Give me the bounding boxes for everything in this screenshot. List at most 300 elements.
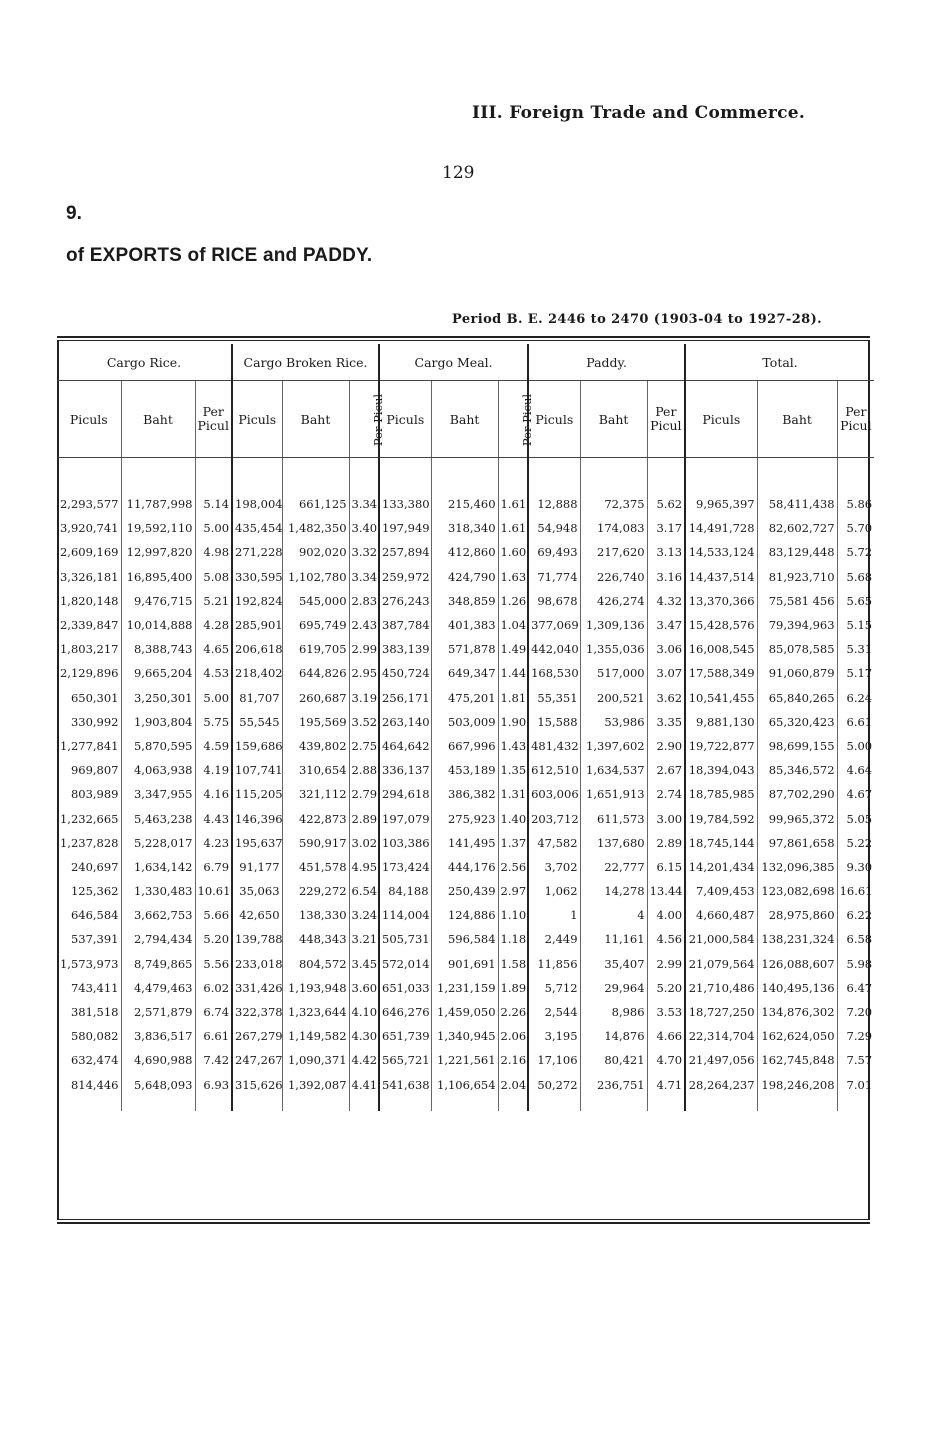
table-row bbox=[57, 1024, 874, 1048]
cell-piculs: 125,362 bbox=[57, 879, 121, 903]
cell-per-picul: 2.56 bbox=[498, 855, 528, 879]
cell-per-picul: 5.21 bbox=[195, 589, 232, 613]
cell-piculs: 168,530 bbox=[528, 661, 580, 685]
cell-per-picul: 6.93 bbox=[195, 1073, 232, 1097]
col-per-picul: Per Picul bbox=[647, 381, 685, 458]
cell-baht: 503,009 bbox=[431, 710, 498, 734]
cell-per-picul: 4.16 bbox=[195, 782, 232, 806]
cell-piculs: 285,901 bbox=[232, 613, 282, 637]
cell-piculs: 331,426 bbox=[232, 976, 282, 1000]
cell-per-picul: 3.62 bbox=[647, 686, 685, 710]
cell-baht: 97,861,658 bbox=[757, 831, 837, 855]
cell-piculs: 22,314,704 bbox=[685, 1024, 757, 1048]
cell-piculs: 1,062 bbox=[528, 879, 580, 903]
group-header-row bbox=[57, 344, 874, 381]
bottom-rule bbox=[57, 1219, 870, 1220]
cell-baht: 85,078,585 bbox=[757, 637, 837, 661]
cell-per-picul: 1.31 bbox=[498, 782, 528, 806]
cell-baht: 124,886 bbox=[431, 903, 498, 927]
end-spacer-row bbox=[57, 1097, 874, 1111]
cell-piculs: 21,497,056 bbox=[685, 1048, 757, 1072]
cell-piculs: 21,000,584 bbox=[685, 927, 757, 951]
cell-baht: 5,228,017 bbox=[121, 831, 195, 855]
cell-baht: 81,923,710 bbox=[757, 565, 837, 589]
cell-per-picul: 9.30 bbox=[846, 859, 873, 874]
cell-baht: 348,859 bbox=[431, 589, 498, 613]
cell-piculs: 276,243 bbox=[379, 589, 431, 613]
cell-piculs: 2,129,896 bbox=[57, 661, 121, 685]
cell-piculs: 1,237,828 bbox=[57, 831, 121, 855]
cell-piculs: 13,370,366 bbox=[685, 589, 757, 613]
cell-baht: 5,870,595 bbox=[121, 734, 195, 758]
cell-piculs: 218,402 bbox=[232, 661, 282, 685]
cell-piculs: 450,724 bbox=[379, 661, 431, 685]
cell-piculs: 383,139 bbox=[379, 637, 431, 661]
cell-piculs: 14,201,434 bbox=[685, 855, 757, 879]
cell-per-picul: 7.42 bbox=[195, 1048, 232, 1072]
cell-baht: 200,521 bbox=[580, 686, 647, 710]
cell-baht: 2,571,879 bbox=[121, 1000, 195, 1024]
cell-piculs: 133,380 bbox=[379, 492, 431, 516]
cell-piculs: 3,195 bbox=[528, 1024, 580, 1048]
cell-baht: 65,840,265 bbox=[757, 686, 837, 710]
cell-baht: 1,323,644 bbox=[282, 1000, 349, 1024]
cell-piculs: 259,972 bbox=[379, 565, 431, 589]
page-number: 129 bbox=[442, 163, 475, 183]
cell-piculs: 3,702 bbox=[528, 855, 580, 879]
cell-per-picul: 2.67 bbox=[647, 758, 685, 782]
cell-piculs: 1,820,148 bbox=[57, 589, 121, 613]
cell-baht: 1,634,537 bbox=[580, 758, 647, 782]
table-row bbox=[57, 758, 874, 782]
col-baht: Baht bbox=[580, 381, 647, 458]
cell-baht: 275,923 bbox=[431, 806, 498, 830]
cell-baht: 4,479,463 bbox=[121, 976, 195, 1000]
cell-per-picul: 4.30 bbox=[349, 1024, 379, 1048]
col-per-picul-vertical: Per Picul bbox=[498, 381, 528, 458]
spacer-row bbox=[57, 458, 874, 493]
cell-piculs: 381,518 bbox=[57, 1000, 121, 1024]
cell-piculs: 646,584 bbox=[57, 903, 121, 927]
cell-per-picul: 5.72 bbox=[846, 545, 873, 560]
cell-piculs: 651,033 bbox=[379, 976, 431, 1000]
cell-per-picul: 5.75 bbox=[195, 710, 232, 734]
cell-piculs: 18,785,985 bbox=[685, 782, 757, 806]
cell-per-picul: 5.00 bbox=[195, 686, 232, 710]
cell-piculs: 17,106 bbox=[528, 1048, 580, 1072]
cell-per-picul: 4.42 bbox=[349, 1048, 379, 1072]
cell-baht: 75,581 456 bbox=[757, 589, 837, 613]
cell-baht: 1,231,159 bbox=[431, 976, 498, 1000]
cell-per-picul: 1.26 bbox=[498, 589, 528, 613]
cell-per-picul: 5.31 bbox=[846, 642, 873, 657]
cell-per-picul: 7.29 bbox=[846, 1029, 873, 1044]
cell-per-picul: 5.86 bbox=[846, 497, 873, 512]
col-per-picul: Per Picul bbox=[195, 381, 232, 458]
table-row bbox=[57, 1048, 874, 1072]
col-baht: Baht bbox=[757, 381, 837, 458]
cell-baht: 545,000 bbox=[282, 589, 349, 613]
cell-baht: 451,578 bbox=[282, 855, 349, 879]
cell-per-picul: 3.00 bbox=[647, 806, 685, 830]
cell-per-picul: 6.61 bbox=[195, 1024, 232, 1048]
cell-baht: 12,997,820 bbox=[121, 540, 195, 564]
bottom-rule-outer bbox=[57, 1222, 870, 1224]
cell-piculs: 9,965,397 bbox=[685, 492, 757, 516]
cell-baht: 444,176 bbox=[431, 855, 498, 879]
cell-per-picul: 7.20 bbox=[846, 1005, 873, 1020]
cell-piculs: 50,272 bbox=[528, 1073, 580, 1097]
cell-per-picul: 6.47 bbox=[846, 980, 873, 995]
cell-per-picul: 6.74 bbox=[195, 1000, 232, 1024]
cell-baht: 1,392,087 bbox=[282, 1073, 349, 1097]
cell-piculs: 2,339,847 bbox=[57, 613, 121, 637]
cell-baht: 4 bbox=[580, 903, 647, 927]
cell-baht: 1,330,483 bbox=[121, 879, 195, 903]
cell-piculs: 4,660,487 bbox=[685, 903, 757, 927]
cell-per-picul: 6.22 bbox=[846, 908, 873, 923]
cell-per-picul: 5.65 bbox=[846, 593, 873, 608]
cell-piculs: 12,888 bbox=[528, 492, 580, 516]
cell-baht: 1,459,050 bbox=[431, 1000, 498, 1024]
cell-per-picul: 4.98 bbox=[195, 540, 232, 564]
cell-piculs: 233,018 bbox=[232, 952, 282, 976]
cell-per-picul: 6.02 bbox=[195, 976, 232, 1000]
cell-per-picul: 4.41 bbox=[349, 1073, 379, 1097]
cell-baht: 138,231,324 bbox=[757, 927, 837, 951]
cell-piculs: 247,267 bbox=[232, 1048, 282, 1072]
cell-per-picul: 6.15 bbox=[647, 855, 685, 879]
cell-baht: 229,272 bbox=[282, 879, 349, 903]
cell-per-picul: 5.17 bbox=[846, 666, 873, 681]
table-row bbox=[57, 734, 874, 758]
table-row bbox=[57, 927, 874, 951]
cell-per-picul: 1.35 bbox=[498, 758, 528, 782]
cell-baht: 2,794,434 bbox=[121, 927, 195, 951]
cell-baht: 804,572 bbox=[282, 952, 349, 976]
cell-piculs: 442,040 bbox=[528, 637, 580, 661]
col-piculs: Piculs bbox=[685, 381, 757, 458]
cell-per-picul: 4.28 bbox=[195, 613, 232, 637]
table-row bbox=[57, 879, 874, 903]
cell-piculs: 103,386 bbox=[379, 831, 431, 855]
cell-baht: 14,876 bbox=[580, 1024, 647, 1048]
cell-per-picul: 2.88 bbox=[349, 758, 379, 782]
cell-per-picul: 1.04 bbox=[498, 613, 528, 637]
cell-baht: 8,388,743 bbox=[121, 637, 195, 661]
cell-piculs: 267,279 bbox=[232, 1024, 282, 1048]
cell-per-picul: 1.90 bbox=[498, 710, 528, 734]
cell-per-picul: 3.40 bbox=[349, 516, 379, 540]
cell-piculs: 2,609,169 bbox=[57, 540, 121, 564]
cell-per-picul: 4.32 bbox=[647, 589, 685, 613]
cell-baht: 453,189 bbox=[431, 758, 498, 782]
cell-per-picul: 5.00 bbox=[846, 738, 873, 753]
cell-baht: 619,705 bbox=[282, 637, 349, 661]
group-cargo-meal: Cargo Meal. bbox=[379, 344, 528, 381]
cell-baht: 22,777 bbox=[580, 855, 647, 879]
cell-baht: 5,648,093 bbox=[121, 1073, 195, 1097]
cell-piculs: 15,428,576 bbox=[685, 613, 757, 637]
cell-baht: 611,573 bbox=[580, 806, 647, 830]
cell-baht: 162,745,848 bbox=[757, 1048, 837, 1072]
cell-piculs: 505,731 bbox=[379, 927, 431, 951]
cell-piculs: 481,432 bbox=[528, 734, 580, 758]
cell-per-picul: 5.66 bbox=[195, 903, 232, 927]
cell-piculs: 2,449 bbox=[528, 927, 580, 951]
cell-piculs: 814,446 bbox=[57, 1073, 121, 1097]
cell-piculs: 537,391 bbox=[57, 927, 121, 951]
sub-header-row bbox=[57, 381, 874, 458]
cell-per-picul: 2.89 bbox=[647, 831, 685, 855]
cell-baht: 28,975,860 bbox=[757, 903, 837, 927]
cell-per-picul: 16.61 bbox=[839, 884, 873, 899]
group-total: Total. bbox=[685, 344, 874, 381]
cell-baht: 571,878 bbox=[431, 637, 498, 661]
cell-baht: 11,161 bbox=[580, 927, 647, 951]
cell-piculs: 1,232,665 bbox=[57, 806, 121, 830]
cell-baht: 1,651,913 bbox=[580, 782, 647, 806]
table-row bbox=[57, 952, 874, 976]
cell-baht: 215,460 bbox=[431, 492, 498, 516]
col-baht: Baht bbox=[121, 381, 195, 458]
cell-per-picul: 5.08 bbox=[195, 565, 232, 589]
cell-per-picul: 5.70 bbox=[846, 521, 873, 536]
cell-per-picul: 3.13 bbox=[647, 540, 685, 564]
cell-piculs: 192,824 bbox=[232, 589, 282, 613]
cell-piculs: 632,474 bbox=[57, 1048, 121, 1072]
cell-per-picul: 4.65 bbox=[195, 637, 232, 661]
cell-piculs: 197,949 bbox=[379, 516, 431, 540]
cell-per-picul: 4.10 bbox=[349, 1000, 379, 1024]
cell-piculs: 1,573,973 bbox=[57, 952, 121, 976]
table-row bbox=[57, 903, 874, 927]
cell-baht: 79,394,963 bbox=[757, 613, 837, 637]
cell-per-picul: 1.58 bbox=[498, 952, 528, 976]
cell-per-picul: 4.59 bbox=[195, 734, 232, 758]
cell-piculs: 1,277,841 bbox=[57, 734, 121, 758]
cell-piculs: 9,881,130 bbox=[685, 710, 757, 734]
cell-per-picul: 1.40 bbox=[498, 806, 528, 830]
cell-baht: 8,986 bbox=[580, 1000, 647, 1024]
cell-baht: 83,129,448 bbox=[757, 540, 837, 564]
table-row bbox=[57, 710, 874, 734]
cell-piculs: 18,745,144 bbox=[685, 831, 757, 855]
cell-per-picul: 5.22 bbox=[846, 835, 873, 850]
cell-baht: 1,903,804 bbox=[121, 710, 195, 734]
cell-per-picul: 4.23 bbox=[195, 831, 232, 855]
cell-piculs: 7,409,453 bbox=[685, 879, 757, 903]
cell-baht: 1,355,036 bbox=[580, 637, 647, 661]
cell-per-picul: 3.17 bbox=[647, 516, 685, 540]
cell-piculs: 146,396 bbox=[232, 806, 282, 830]
cell-baht: 1,102,780 bbox=[282, 565, 349, 589]
cell-per-picul: 1.81 bbox=[498, 686, 528, 710]
cell-piculs: 19,784,592 bbox=[685, 806, 757, 830]
table-row bbox=[57, 976, 874, 1000]
cell-per-picul: 3.60 bbox=[349, 976, 379, 1000]
cell-per-picul: 3.35 bbox=[647, 710, 685, 734]
cell-baht: 141,495 bbox=[431, 831, 498, 855]
col-baht: Baht bbox=[282, 381, 349, 458]
cell-baht: 9,665,204 bbox=[121, 661, 195, 685]
cell-per-picul: 3.16 bbox=[647, 565, 685, 589]
cell-baht: 3,347,955 bbox=[121, 782, 195, 806]
cell-baht: 1,221,561 bbox=[431, 1048, 498, 1072]
cell-piculs: 651,739 bbox=[379, 1024, 431, 1048]
table-row bbox=[57, 1073, 874, 1097]
cell-per-picul: 2.89 bbox=[349, 806, 379, 830]
table-row bbox=[57, 782, 874, 806]
cell-piculs: 1 bbox=[528, 903, 580, 927]
cell-piculs: 322,378 bbox=[232, 1000, 282, 1024]
cell-piculs: 69,493 bbox=[528, 540, 580, 564]
cell-baht: 1,340,945 bbox=[431, 1024, 498, 1048]
cell-baht: 137,680 bbox=[580, 831, 647, 855]
cell-piculs: 256,171 bbox=[379, 686, 431, 710]
cell-baht: 91,060,879 bbox=[757, 661, 837, 685]
cell-per-picul: 4.66 bbox=[647, 1024, 685, 1048]
cell-baht: 132,096,385 bbox=[757, 855, 837, 879]
cell-piculs: 84,188 bbox=[379, 879, 431, 903]
cell-baht: 72,375 bbox=[580, 492, 647, 516]
cell-baht: 1,309,136 bbox=[580, 613, 647, 637]
cell-per-picul: 1.89 bbox=[498, 976, 528, 1000]
cell-per-picul: 4.67 bbox=[846, 787, 873, 802]
cell-piculs: 377,069 bbox=[528, 613, 580, 637]
cell-piculs: 159,686 bbox=[232, 734, 282, 758]
cell-per-picul: 4.00 bbox=[647, 903, 685, 927]
cell-per-picul: 6.79 bbox=[195, 855, 232, 879]
cell-per-picul: 5.56 bbox=[195, 952, 232, 976]
cell-baht: 99,965,372 bbox=[757, 806, 837, 830]
cell-per-picul: 6.24 bbox=[846, 690, 873, 705]
cell-per-picul: 2.04 bbox=[498, 1073, 528, 1097]
cell-baht: 226,740 bbox=[580, 565, 647, 589]
cell-baht: 29,964 bbox=[580, 976, 647, 1000]
exports-table bbox=[57, 344, 874, 1111]
cell-per-picul: 2.99 bbox=[349, 637, 379, 661]
cell-piculs: 173,424 bbox=[379, 855, 431, 879]
cell-per-picul: 3.21 bbox=[349, 927, 379, 951]
cell-baht: 3,836,517 bbox=[121, 1024, 195, 1048]
cell-baht: 134,876,302 bbox=[757, 1000, 837, 1024]
cell-baht: 3,662,753 bbox=[121, 903, 195, 927]
cell-baht: 260,687 bbox=[282, 686, 349, 710]
cell-per-picul: 7.01 bbox=[846, 1077, 873, 1092]
cell-baht: 98,699,155 bbox=[757, 734, 837, 758]
cell-piculs: 330,992 bbox=[57, 710, 121, 734]
col-per-picul: Per Picul bbox=[837, 381, 874, 458]
table-row bbox=[57, 637, 874, 661]
cell-per-picul: 1.61 bbox=[498, 516, 528, 540]
cell-piculs: 42,650 bbox=[232, 903, 282, 927]
cell-baht: 14,278 bbox=[580, 879, 647, 903]
cell-baht: 1,149,582 bbox=[282, 1024, 349, 1048]
cell-baht: 35,407 bbox=[580, 952, 647, 976]
group-paddy: Paddy. bbox=[528, 344, 685, 381]
table-row bbox=[57, 661, 874, 685]
cell-per-picul: 2.16 bbox=[498, 1048, 528, 1072]
cell-per-picul: 3.07 bbox=[647, 661, 685, 685]
table-body bbox=[57, 458, 874, 1111]
cell-piculs: 35,063 bbox=[232, 879, 282, 903]
cell-baht: 1,193,948 bbox=[282, 976, 349, 1000]
cell-baht: 1,106,654 bbox=[431, 1073, 498, 1097]
cell-piculs: 91,177 bbox=[232, 855, 282, 879]
cell-piculs: 3,326,181 bbox=[57, 565, 121, 589]
cell-per-picul: 13.44 bbox=[647, 879, 685, 903]
table-row bbox=[57, 565, 874, 589]
cell-piculs: 28,264,237 bbox=[685, 1073, 757, 1097]
cell-per-picul: 4.19 bbox=[195, 758, 232, 782]
cell-piculs: 263,140 bbox=[379, 710, 431, 734]
cell-piculs: 195,637 bbox=[232, 831, 282, 855]
cell-per-picul: 6.54 bbox=[349, 879, 379, 903]
cell-piculs: 139,788 bbox=[232, 927, 282, 951]
cell-piculs: 969,807 bbox=[57, 758, 121, 782]
cell-per-picul: 3.47 bbox=[647, 613, 685, 637]
period-caption: Period B. E. 2446 to 2470 (1903-04 to 1927-28). bbox=[452, 312, 823, 327]
cell-per-picul: 5.68 bbox=[846, 569, 873, 584]
cell-per-picul: 2.79 bbox=[349, 782, 379, 806]
cell-piculs: 21,710,486 bbox=[685, 976, 757, 1000]
cell-baht: 10,014,888 bbox=[121, 613, 195, 637]
cell-baht: 217,620 bbox=[580, 540, 647, 564]
cell-piculs: 14,491,728 bbox=[685, 516, 757, 540]
cell-baht: 19,592,110 bbox=[121, 516, 195, 540]
cell-baht: 4,690,988 bbox=[121, 1048, 195, 1072]
cell-baht: 590,917 bbox=[282, 831, 349, 855]
cell-per-picul: 1.60 bbox=[498, 540, 528, 564]
group-cargo-rice: Cargo Rice. bbox=[57, 344, 232, 381]
cell-piculs: 55,545 bbox=[232, 710, 282, 734]
cell-per-picul: 3.02 bbox=[349, 831, 379, 855]
cell-piculs: 336,137 bbox=[379, 758, 431, 782]
table-row bbox=[57, 855, 874, 879]
cell-piculs: 743,411 bbox=[57, 976, 121, 1000]
table-row bbox=[57, 686, 874, 710]
cell-piculs: 240,697 bbox=[57, 855, 121, 879]
cell-per-picul: 2.75 bbox=[349, 734, 379, 758]
cell-baht: 596,584 bbox=[431, 927, 498, 951]
cell-baht: 123,082,698 bbox=[757, 879, 837, 903]
col-piculs: Piculs bbox=[57, 381, 121, 458]
cell-baht: 1,397,602 bbox=[580, 734, 647, 758]
cell-baht: 1,482,350 bbox=[282, 516, 349, 540]
cell-piculs: 19,722,877 bbox=[685, 734, 757, 758]
section-title: III. Foreign Trade and Commerce. bbox=[472, 103, 806, 123]
cell-per-picul: 1.43 bbox=[498, 734, 528, 758]
cell-piculs: 330,595 bbox=[232, 565, 282, 589]
cell-baht: 80,421 bbox=[580, 1048, 647, 1072]
cell-baht: 140,495,136 bbox=[757, 976, 837, 1000]
cell-per-picul: 4.95 bbox=[349, 855, 379, 879]
cell-baht: 87,702,290 bbox=[757, 782, 837, 806]
cell-baht: 310,654 bbox=[282, 758, 349, 782]
cell-piculs: 315,626 bbox=[232, 1073, 282, 1097]
cell-piculs: 435,454 bbox=[232, 516, 282, 540]
table-row bbox=[57, 540, 874, 564]
cell-per-picul: 5.15 bbox=[846, 618, 873, 633]
table-row bbox=[57, 589, 874, 613]
col-piculs: Piculs bbox=[232, 381, 282, 458]
col-baht: Baht bbox=[431, 381, 498, 458]
cell-baht: 667,996 bbox=[431, 734, 498, 758]
cell-baht: 902,020 bbox=[282, 540, 349, 564]
cell-per-picul: 5.98 bbox=[846, 956, 873, 971]
cell-piculs: 603,006 bbox=[528, 782, 580, 806]
